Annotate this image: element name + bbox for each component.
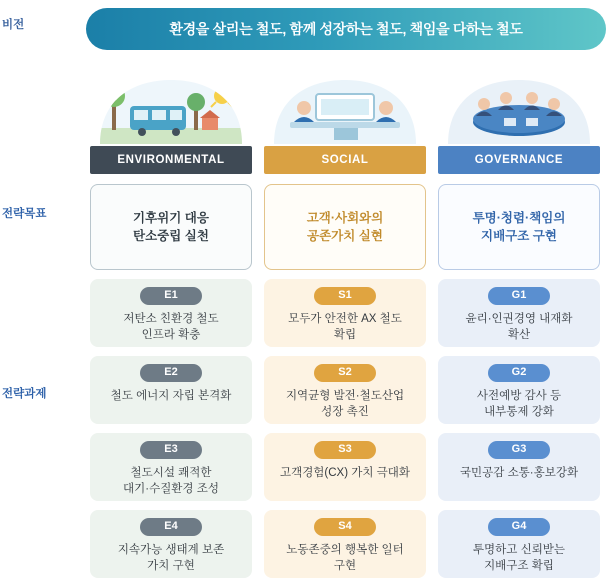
task-text-line-1: 윤리·인권경영 내재화 bbox=[465, 312, 573, 325]
park-tram-illustration bbox=[90, 78, 252, 144]
goal-line-1: 투명·청렴·책임의 bbox=[472, 210, 566, 225]
strategic-goal-governance bbox=[438, 184, 600, 270]
task-text-line-1: 노동존중의 행복한 일터 bbox=[286, 543, 404, 556]
pillar-column-social bbox=[264, 78, 426, 578]
boardroom-table-illustration bbox=[438, 78, 600, 144]
task-text bbox=[438, 311, 600, 343]
task-text bbox=[438, 388, 600, 420]
row-label-strategic-goal: 전략목표 bbox=[2, 208, 47, 220]
pillar-header-environmental: ENVIRONMENTAL bbox=[90, 146, 252, 174]
task-text bbox=[90, 542, 252, 574]
task-text-line-2: 지배구조 확립 bbox=[484, 559, 554, 572]
task-text bbox=[90, 388, 252, 404]
task-card bbox=[90, 356, 252, 424]
task-text-line-1: 철도시설 쾌적한 bbox=[130, 466, 212, 479]
task-text bbox=[264, 311, 426, 343]
task-text-line-1: 저탄소 친환경 철도 bbox=[123, 312, 219, 325]
task-code: S3 bbox=[314, 441, 376, 459]
task-code: S1 bbox=[314, 287, 376, 305]
task-text-line-1: 모두가 안전한 AX 철도 bbox=[288, 312, 402, 325]
task-card bbox=[90, 433, 252, 501]
task-card bbox=[438, 510, 600, 578]
task-text bbox=[90, 311, 252, 343]
task-text-line-2: 확산 bbox=[507, 328, 531, 341]
task-text-line-2: 대기·수질환경 조성 bbox=[123, 482, 219, 495]
goal-line-2: 탄소중립 실천 bbox=[133, 229, 209, 243]
task-code: G4 bbox=[488, 518, 550, 536]
task-code: G3 bbox=[488, 441, 550, 459]
task-code: S2 bbox=[314, 364, 376, 382]
goal-line-2: 공존가치 실현 bbox=[307, 229, 383, 243]
task-code: E2 bbox=[140, 364, 202, 382]
task-card bbox=[90, 279, 252, 347]
strategic-goal-environmental bbox=[90, 184, 252, 270]
task-text-line-1: 국민공감 소통·홍보강화 bbox=[459, 466, 579, 479]
task-text bbox=[264, 388, 426, 420]
task-text-line-1: 철도 에너지 자립 본격화 bbox=[110, 389, 232, 402]
goal-line-1: 고객·사회와의 bbox=[306, 210, 384, 225]
task-text bbox=[438, 465, 600, 481]
task-text-line-1: 투명하고 신뢰받는 bbox=[472, 543, 566, 556]
task-card bbox=[264, 279, 426, 347]
task-card bbox=[264, 510, 426, 578]
task-text-line-1: 지역균형 발전·철도산업 bbox=[285, 389, 405, 402]
task-code: S4 bbox=[314, 518, 376, 536]
task-text-line-1: 사전예방 감사 등 bbox=[476, 389, 562, 402]
task-text bbox=[264, 542, 426, 574]
task-card bbox=[264, 433, 426, 501]
task-card bbox=[264, 356, 426, 424]
pillar-header-governance: GOVERNANCE bbox=[438, 146, 600, 174]
row-label-strategic-task: 전략과제 bbox=[2, 388, 47, 400]
task-text-line-2: 인프라 확충 bbox=[141, 328, 201, 341]
task-text-line-1: 지속가능 생태계 보존 bbox=[117, 543, 225, 556]
pillar-column-environmental bbox=[90, 78, 252, 578]
vision-banner: 환경을 살리는 철도, 함께 성장하는 철도, 책임을 다하는 철도 bbox=[86, 8, 606, 50]
task-text-line-2: 구현 bbox=[333, 559, 357, 572]
task-text bbox=[264, 465, 426, 481]
task-code: G1 bbox=[488, 287, 550, 305]
task-code: E3 bbox=[140, 441, 202, 459]
task-code: G2 bbox=[488, 364, 550, 382]
task-card bbox=[438, 356, 600, 424]
row-label-vision: 비전 bbox=[2, 19, 25, 31]
task-text-line-2: 가치 구현 bbox=[147, 559, 195, 572]
strategic-goal-social bbox=[264, 184, 426, 270]
task-text bbox=[438, 542, 600, 574]
desk-meeting-illustration bbox=[264, 78, 426, 144]
task-card bbox=[90, 510, 252, 578]
goal-line-1: 기후위기 대응 bbox=[133, 210, 209, 225]
goal-line-2: 지배구조 구현 bbox=[481, 229, 557, 243]
task-text bbox=[90, 465, 252, 497]
task-card bbox=[438, 433, 600, 501]
task-text-line-2: 성장 촉진 bbox=[321, 405, 369, 418]
task-text-line-2: 확립 bbox=[333, 328, 357, 341]
pillar-header-social: SOCIAL bbox=[264, 146, 426, 174]
task-text-line-1: 고객경험(CX) 가치 극대화 bbox=[279, 466, 410, 479]
task-code: E4 bbox=[140, 518, 202, 536]
task-code: E1 bbox=[140, 287, 202, 305]
pillar-column-governance bbox=[438, 78, 600, 578]
task-text-line-2: 내부통제 강화 bbox=[484, 405, 554, 418]
task-card bbox=[438, 279, 600, 347]
